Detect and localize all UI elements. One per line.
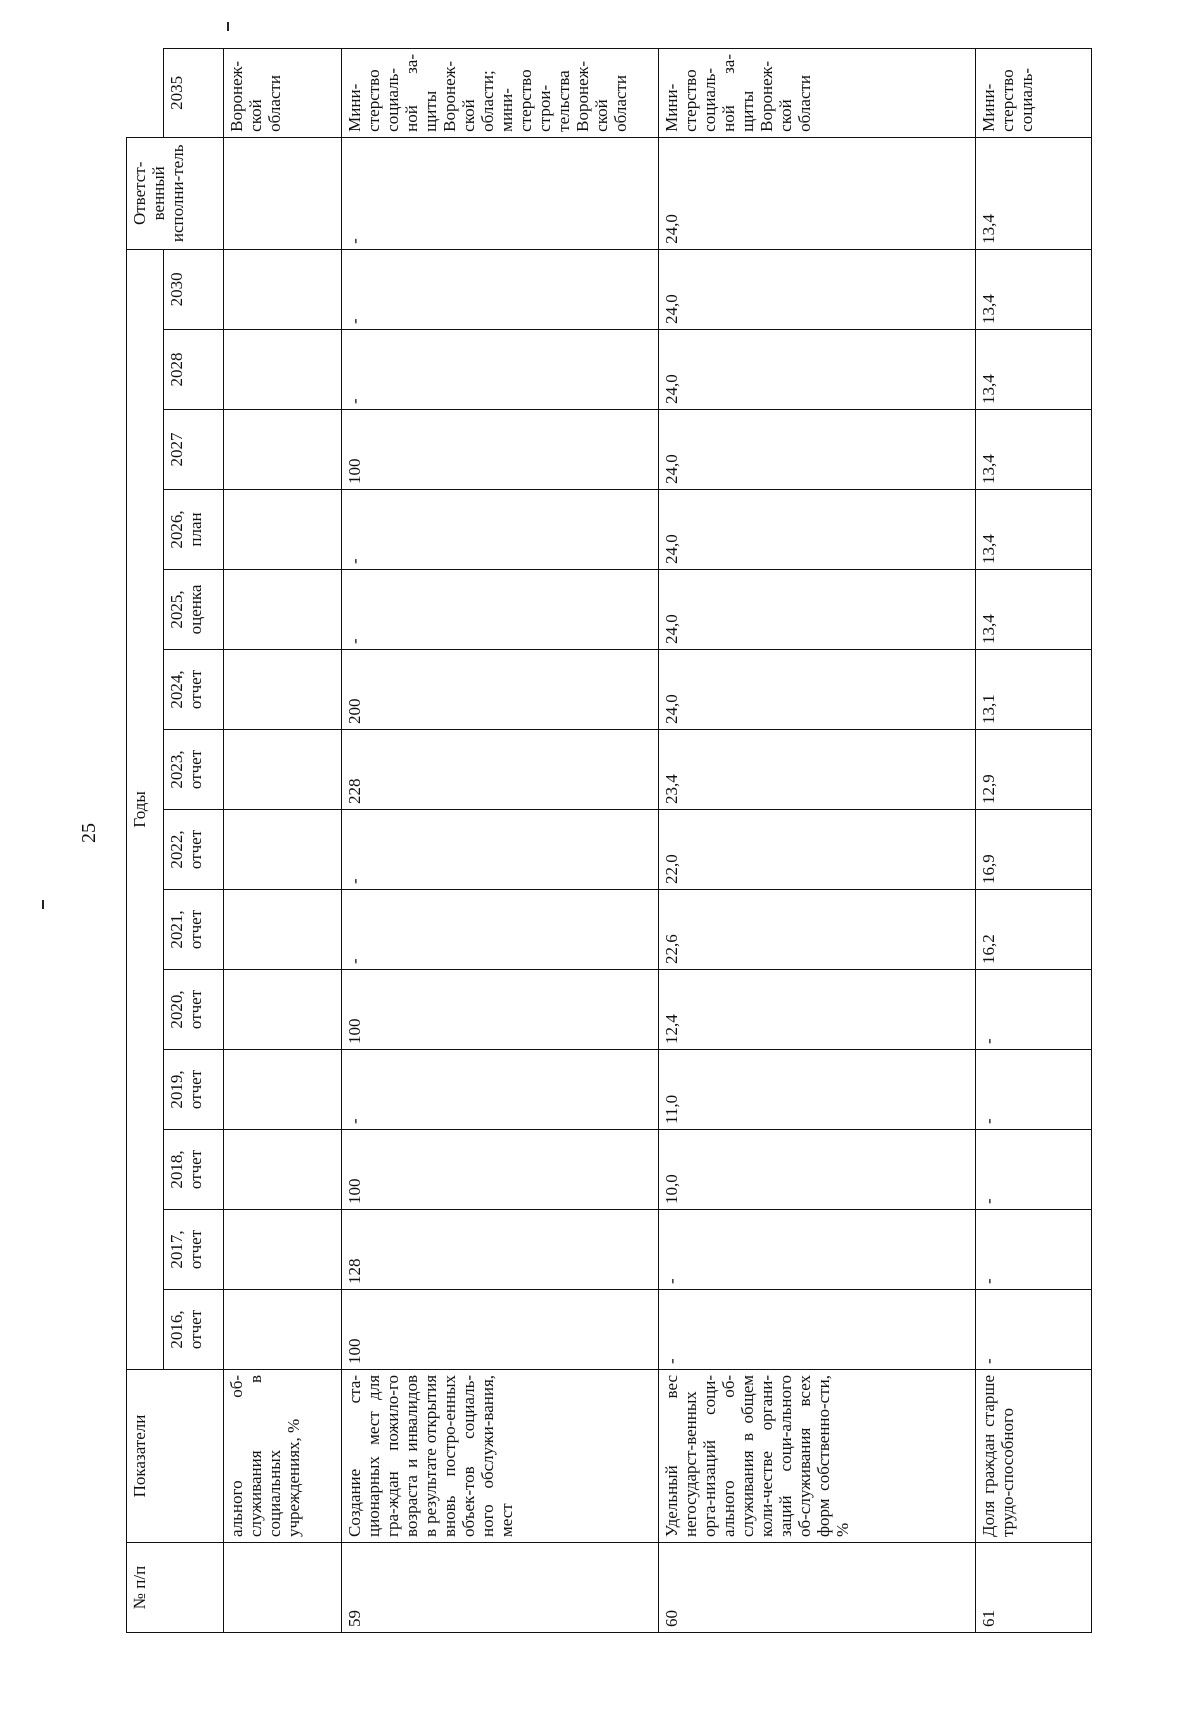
value-cell: -: [976, 1209, 1092, 1289]
header-year: 2023, отчет: [164, 729, 224, 809]
value-cell: -: [342, 1049, 659, 1129]
header-year: 2018, отчет: [164, 1129, 224, 1209]
row-indicator: Удельный вес негосударст-венных орга-низаций соци-ального об-служивания в общем коли-честве органи-заций соци-ального об-служивания всех форм собственно-сти, %: [659, 1369, 976, 1542]
row-indicator: Создание ста-ционарных мест для гра-ждан пожило-го возраста и инвалидов в результате открытия вновь постро-енных объек-тов социаль-ного обслужи-вания, мест: [342, 1369, 659, 1542]
value-cell: -: [342, 329, 659, 409]
value-cell: 100: [342, 409, 659, 489]
table-row: [342, 49, 659, 1633]
value-cell: -: [976, 1049, 1092, 1129]
value-cell: -: [342, 569, 659, 649]
value-cell: -: [342, 489, 659, 569]
value-cell: -: [659, 1209, 976, 1289]
scan-speck: [227, 22, 229, 31]
value-cell: -: [342, 137, 659, 249]
value-cell: 13,4: [976, 409, 1092, 489]
value-cell: 13,4: [976, 249, 1092, 329]
value-cell: [224, 1289, 342, 1369]
value-cell: 16,9: [976, 809, 1092, 889]
header-year: 2035: [164, 49, 224, 138]
value-cell: 24,0: [659, 329, 976, 409]
value-cell: [224, 489, 342, 569]
value-cell: [224, 329, 342, 409]
header-years-group: Годы: [127, 249, 164, 1369]
header-num: № п/п: [127, 1543, 224, 1633]
value-cell: 100: [342, 1289, 659, 1369]
row-responsible: Мини-стерство социаль-: [976, 49, 1092, 138]
value-cell: 22,0: [659, 809, 976, 889]
value-cell: [224, 969, 342, 1049]
value-cell: 13,4: [976, 489, 1092, 569]
table-row: [659, 49, 976, 1633]
value-cell: -: [659, 1289, 976, 1369]
value-cell: 24,0: [659, 137, 976, 249]
value-cell: 200: [342, 649, 659, 729]
value-cell: 100: [342, 969, 659, 1049]
value-cell: [224, 1049, 342, 1129]
value-cell: -: [342, 889, 659, 969]
header-year: 2030: [164, 249, 224, 329]
header-year: 2022, отчет: [164, 809, 224, 889]
value-cell: [224, 569, 342, 649]
header-year: 2020, отчет: [164, 969, 224, 1049]
header-year: 2016, отчет: [164, 1289, 224, 1369]
value-cell: 24,0: [659, 649, 976, 729]
header-responsible: Ответст-венный исполни-тель: [127, 137, 224, 249]
value-cell: 24,0: [659, 249, 976, 329]
value-cell: 12,9: [976, 729, 1092, 809]
value-cell: -: [976, 1289, 1092, 1369]
value-cell: 22,6: [659, 889, 976, 969]
value-cell: -: [342, 249, 659, 329]
row-indicator: ального об-служивания в социальных учреждениях, %: [224, 1369, 342, 1542]
row-responsible: Мини-стерство социаль-ной за-щиты Воронеж-ской области; мини-стерство строи-тельства Воронеж-ской области: [342, 49, 659, 138]
value-cell: [224, 249, 342, 329]
indicator-table: [126, 48, 1092, 1633]
value-cell: [224, 649, 342, 729]
value-cell: 13,4: [976, 569, 1092, 649]
value-cell: 11,0: [659, 1049, 976, 1129]
scan-speck: [42, 900, 44, 909]
value-cell: 10,0: [659, 1129, 976, 1209]
row-num: 59: [342, 1543, 659, 1633]
value-cell: 24,0: [659, 409, 976, 489]
row-responsible: Воронеж-ской области: [224, 49, 342, 138]
value-cell: 13,4: [976, 137, 1092, 249]
value-cell: -: [976, 1129, 1092, 1209]
header-year: 2017, отчет: [164, 1209, 224, 1289]
value-cell: 13,1: [976, 649, 1092, 729]
value-cell: [224, 889, 342, 969]
row-indicator: Доля граждан старше трудо-способного: [976, 1369, 1092, 1542]
header-year: 2027: [164, 409, 224, 489]
header-year: 2025, оценка: [164, 569, 224, 649]
value-cell: 24,0: [659, 489, 976, 569]
value-cell: 228: [342, 729, 659, 809]
value-cell: 128: [342, 1209, 659, 1289]
header-year: 2028: [164, 329, 224, 409]
header-year: 2024, отчет: [164, 649, 224, 729]
value-cell: -: [342, 809, 659, 889]
row-num: 61: [976, 1543, 1092, 1633]
value-cell: 13,4: [976, 329, 1092, 409]
table-row: [224, 49, 342, 1633]
page-number: 25: [78, 823, 100, 843]
row-num: 60: [659, 1543, 976, 1633]
value-cell: 12,4: [659, 969, 976, 1049]
header-year: 2026, план: [164, 489, 224, 569]
value-cell: -: [976, 969, 1092, 1049]
value-cell: [224, 409, 342, 489]
value-cell: 23,4: [659, 729, 976, 809]
value-cell: 16,2: [976, 889, 1092, 969]
value-cell: [224, 1209, 342, 1289]
table-row: [976, 49, 1092, 1633]
value-cell: [224, 729, 342, 809]
value-cell: [224, 137, 342, 249]
row-responsible: Мини-стерство социаль-ной за-щиты Воронеж-ской области: [659, 49, 976, 138]
value-cell: 100: [342, 1129, 659, 1209]
value-cell: [224, 1129, 342, 1209]
header-year: 2021, отчет: [164, 889, 224, 969]
indicator-table-rotated: [126, 48, 1091, 1633]
row-num: [224, 1543, 342, 1633]
value-cell: 24,0: [659, 569, 976, 649]
header-year: 2019, отчет: [164, 1049, 224, 1129]
header-indicator: Показатели: [127, 1369, 224, 1542]
value-cell: [224, 809, 342, 889]
